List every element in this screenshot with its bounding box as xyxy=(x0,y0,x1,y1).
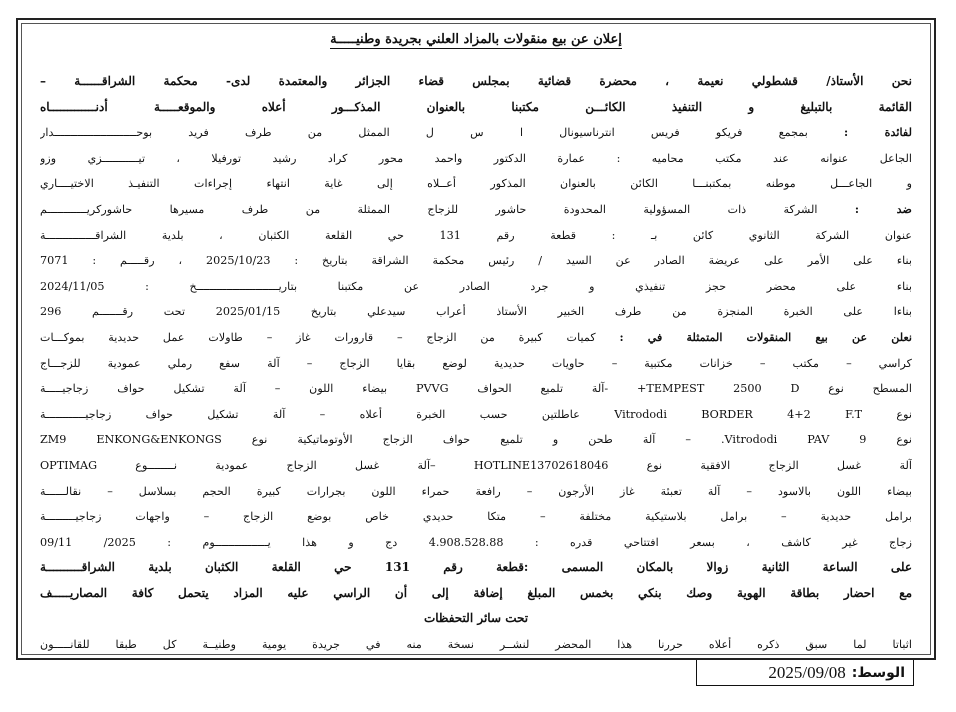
line-text: القائمة بالتبليغ و التنفيذ الكائـــن مكتبنا بالعنوان المذكـــور أعلاه والموقعـــــة أدنـــــــــــــاه xyxy=(40,99,912,114)
line-label: لفائدة : xyxy=(844,125,912,140)
announcement-line xyxy=(40,351,912,377)
announcement-line xyxy=(40,171,912,197)
announcement-line xyxy=(40,581,912,607)
announcement-line xyxy=(40,632,912,658)
announcement-lines xyxy=(40,69,912,658)
line-text: نوع Vitrododi BORDER 4+2 F.T عاطلتين حسب الخبرة أعلاه – آلة تشكيل حواف زجاجيــــــــــــة xyxy=(40,407,912,421)
line-text: نحن الأستاذ/ قشطولي نعيمة ، محضرة قضائية بمجلس قضاء الجزائر والمعتمدة لدى- محكمة الشراقــــــة – xyxy=(40,74,912,88)
line-text: المسطح نوع TEMPEST 2500 D+ -آلة تلميع الحواف PVVG بيضاء اللون – آلة تشكيل حواف زجاجيـــــة xyxy=(40,382,912,396)
line-text: بناء على محضر حجز تنفيذي و جرد الصادر عن مكتبنا بتاريـــــــــــــــــــــــــخ : 2024/11/05 xyxy=(40,279,912,293)
announcement-line xyxy=(40,197,912,223)
line-text: زجاج غير كاشف ، بسعر افتتاحي قدره : 4.908.528.88 دج و هذا يــــــــــــــــوم : 2025/ 09/11 xyxy=(40,535,912,549)
announcement-line xyxy=(40,223,912,249)
line-text: برامل حديدية – برامل بلاستيكية مختلفة – متكا حديدي خاص بوضع الزجاج – واجهات زجاجيـــــــــة xyxy=(40,510,912,524)
announcement-line xyxy=(40,530,912,556)
announcement-frame xyxy=(16,18,936,660)
announcement-line xyxy=(40,606,912,632)
announcement-body xyxy=(40,24,912,658)
announcement-line xyxy=(40,274,912,300)
line-text: و الجاعـــل موطنه بمكتبنـــا الكائن بالعنوان المذكور أعــلاه إلى غاية انتهاء إجراءات التنفيـذ الاختيــــاري xyxy=(40,177,912,191)
announcement-line xyxy=(40,95,912,121)
line-text: بيضاء اللون بالاسود – آلة تعبئة غاز الأرجون – رافعة حمراء اللون بجرارات كبيرة الحجم بسلاسل – نقالــــــة xyxy=(40,484,912,498)
line-text: على الساعة الثانية زوالا بالمكان المسمى :قطعة رقم 131 حي القلعة الكثبان بلدية الشراقــــــــــة xyxy=(40,560,912,575)
announcement-line xyxy=(40,427,912,453)
announcement-line xyxy=(40,69,912,95)
announcement-line xyxy=(40,504,912,530)
line-text: عنوان الشركة الثانوي كائن بـ : قطعة رقم 131 حي القلعة الكثبان ، بلدية الشراقـــــــــــــــة xyxy=(40,228,912,242)
line-text: الجاعل عنوانه عند مكتب محاميه : عمارة الدكتور واحمد محور كراد رشيد تورفيلا ، تيـــــــــــزي وزو xyxy=(40,151,912,165)
line-text: بناءا على الخبرة المنجزة من طرف الخبير الأستاذ أعراب سيدعلي بتاريخ 2025/01/15 تحت رقـــــــم 296 xyxy=(40,305,912,319)
announcement-line xyxy=(40,248,912,274)
line-text: آلة غسل الزجاج الافقية نوع HOTLINE13702618046 –آلة غسل الزجاج عمودية نــــــــوع OPTIMAG xyxy=(40,458,912,472)
announcement-line xyxy=(40,453,912,479)
newspaper-footer xyxy=(696,660,914,686)
line-text: تحت سائر التحفظات xyxy=(423,611,529,626)
line-text: كراسي – مكتب – خزانات مكتبية – حاويات حديدية لوضع بقايا الزجاج – آلة سفع رملي عمودية للزجـــاج xyxy=(40,356,912,370)
announcement-line xyxy=(40,376,912,402)
announcement-line xyxy=(40,120,912,146)
line-text: الشركة ذات المسؤولية المحدودة حاشور للزجاج الممثلة من طرف مسيرها حاشوركريــــــــــــم xyxy=(40,202,818,216)
line-label: نعلن عن بيع المنقولات المتمثلة في : xyxy=(619,329,912,344)
announcement-title: إعلان عن بيع منقولات بالمزاد العلني بجريدة وطنيـــــة xyxy=(330,32,622,47)
announcement-line xyxy=(40,299,912,325)
announcement-line xyxy=(40,479,912,505)
line-text: نوع Vitrododi PAV 9. – آلة طحن و تلميع حواف الزجاج الأوتوماتيكية نوع ZM9 ENKONG&ENKONGS xyxy=(40,433,912,447)
announcement-line xyxy=(40,325,912,351)
line-text: كميات كبيرة من الزجاج – قارورات غاز – طاولات عمل حديدية بموكـــات xyxy=(40,330,596,344)
announcement-line xyxy=(40,555,912,581)
announcement-line xyxy=(40,146,912,172)
line-text: مع احضار بطاقة الهوية وصك بنكي بخمس المبلغ إضافة إلى أن الراسي عليه المزاد يتحمل كافة المصاريـــــف xyxy=(40,585,912,600)
publication-date: 2025/09/08 xyxy=(768,662,846,682)
newspaper-name: الوسط: xyxy=(851,664,905,681)
announcement-line xyxy=(40,402,912,428)
line-text: اثباتا لما سبق ذكره أعلاه حررنا هذا المحضر لنشــر نسخة منه في جريدة يومية وطنيــة كل طبقا للقانـــــون xyxy=(40,638,912,652)
line-text: بمجمع فريكو فريس انترناسيونال ا س ل الممثل من طرف فريد بوحـــــــــــــــــــــــــدار xyxy=(40,126,808,140)
line-text: بناء على الأمر على عريضة الصادر عن السيد / رئيس محكمة الشراقة بتاريخ : 2025/10/23 ، رقـــــم : 7071 xyxy=(40,254,912,268)
line-label: ضد : xyxy=(854,201,912,216)
